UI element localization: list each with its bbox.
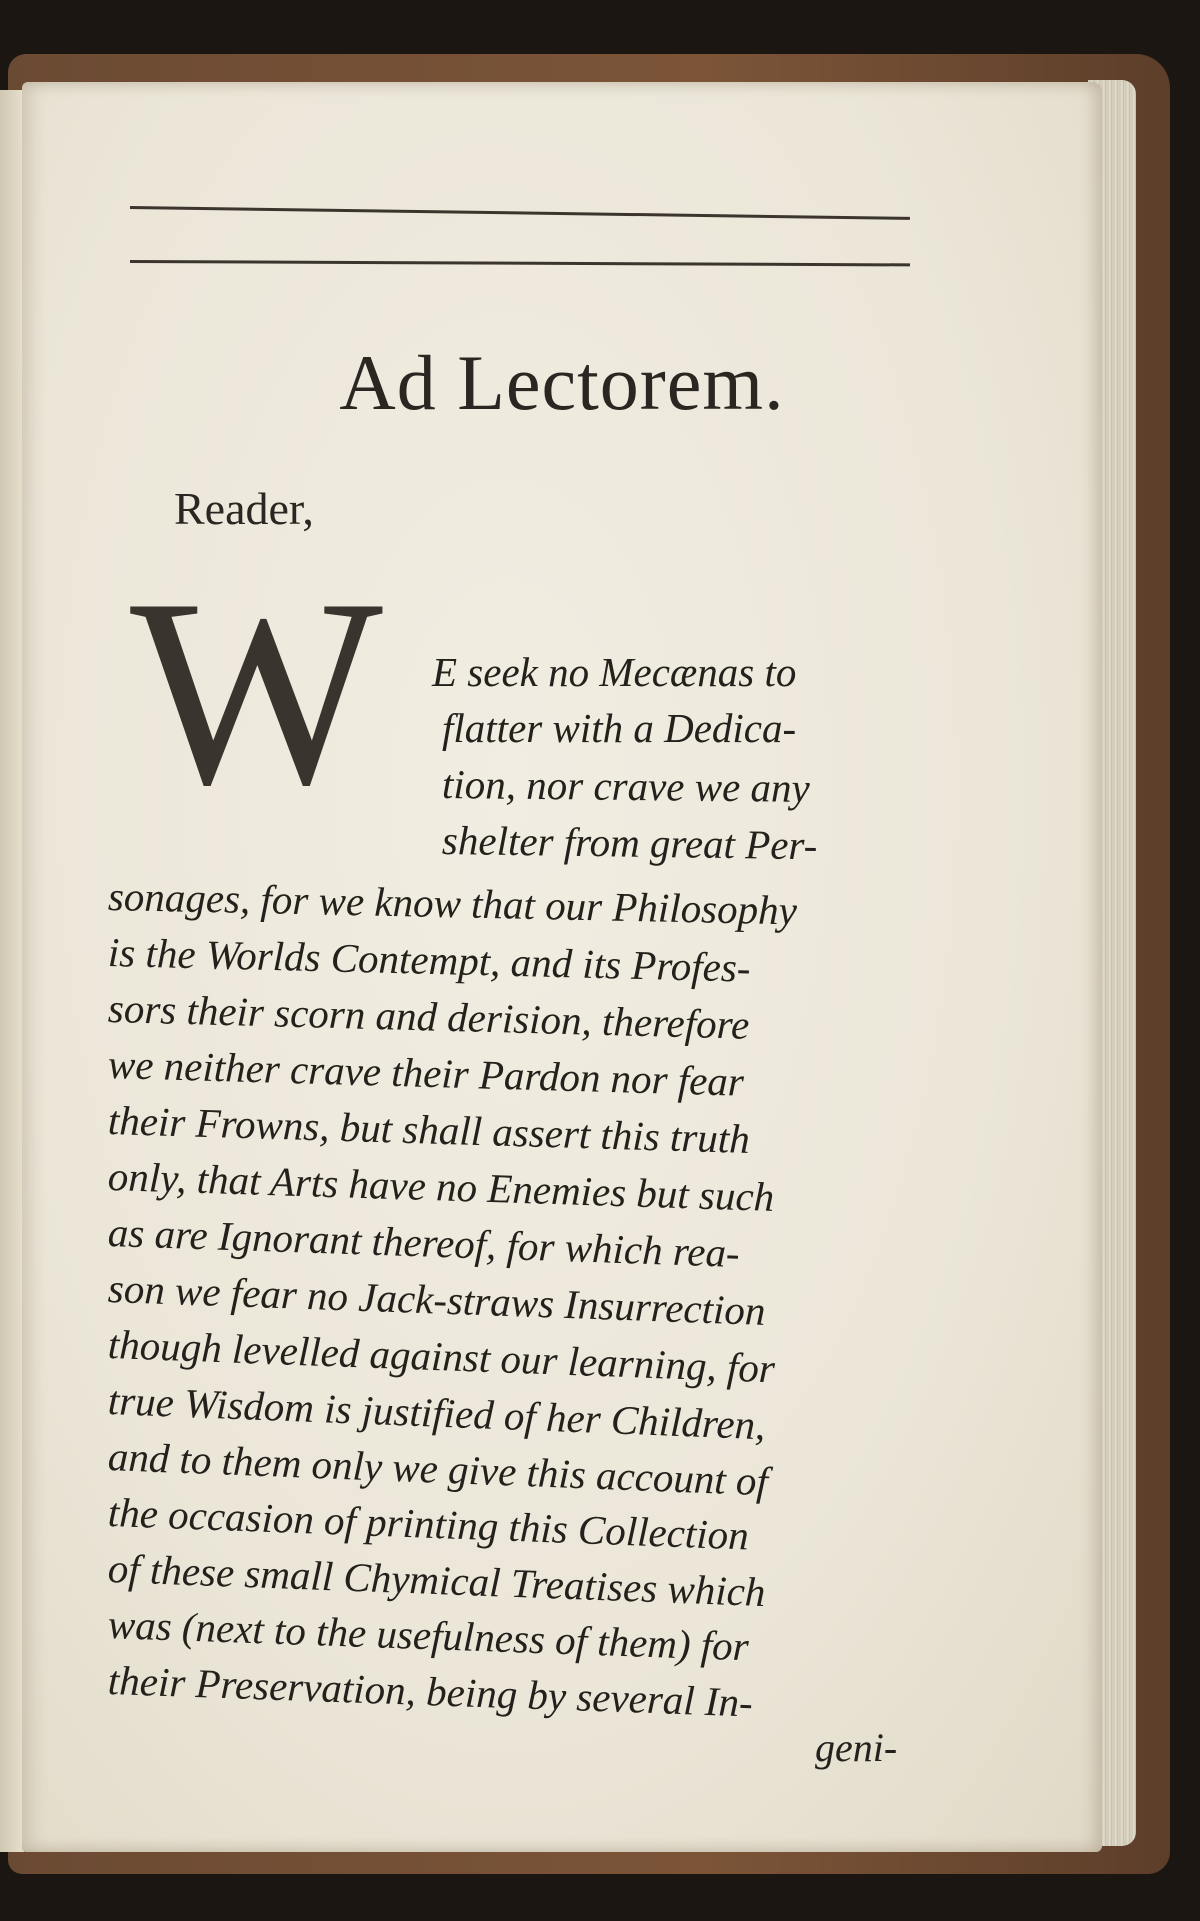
text-line: only, that Arts have no Enemies but such: [107, 1153, 775, 1220]
text-line: though levelled against our learning, for: [107, 1321, 776, 1392]
facing-page-edge: [0, 90, 24, 1852]
text-line: their Preservation, being by several In-: [107, 1657, 754, 1726]
second-rule: [130, 260, 910, 266]
text-line: of these small Chymical Treatises which: [107, 1545, 767, 1616]
text-line: is the Worlds Contempt, and its Profes-: [107, 929, 752, 991]
text-line: true Wisdom is justified of her Children,: [107, 1377, 767, 1449]
top-rule: [130, 206, 910, 220]
text-line: E seek no Mecænas to: [432, 649, 797, 695]
page-title: Ad Lectorem.: [339, 339, 785, 426]
text-line: their Frowns, but shall assert this truth: [107, 1097, 751, 1163]
text-line: sonages, for we know that our Philosophy: [107, 873, 798, 934]
drop-cap: W: [130, 543, 375, 840]
book-page: [22, 82, 1102, 1852]
text-line: sors their scorn and derision, therefore: [107, 985, 750, 1048]
text-line: shelter from great Per-: [441, 817, 818, 869]
text-line: the occasion of printing this Collection: [107, 1489, 750, 1559]
text-line: son we fear no Jack-straws Insurrection: [107, 1265, 767, 1334]
catchword: geni-: [815, 1725, 898, 1770]
text-line: we neither crave their Pardon nor fear: [107, 1041, 745, 1105]
text-line: was (next to the usefulness of them) for: [107, 1601, 750, 1670]
text-line: as are Ignorant thereof, for which rea-: [107, 1209, 741, 1276]
salutation: Reader,: [174, 483, 314, 534]
text-line: and to them only we give this account of: [107, 1433, 769, 1505]
text-line: tion, nor crave we any: [441, 761, 811, 811]
text-line: flatter with a Dedica-: [442, 705, 797, 751]
